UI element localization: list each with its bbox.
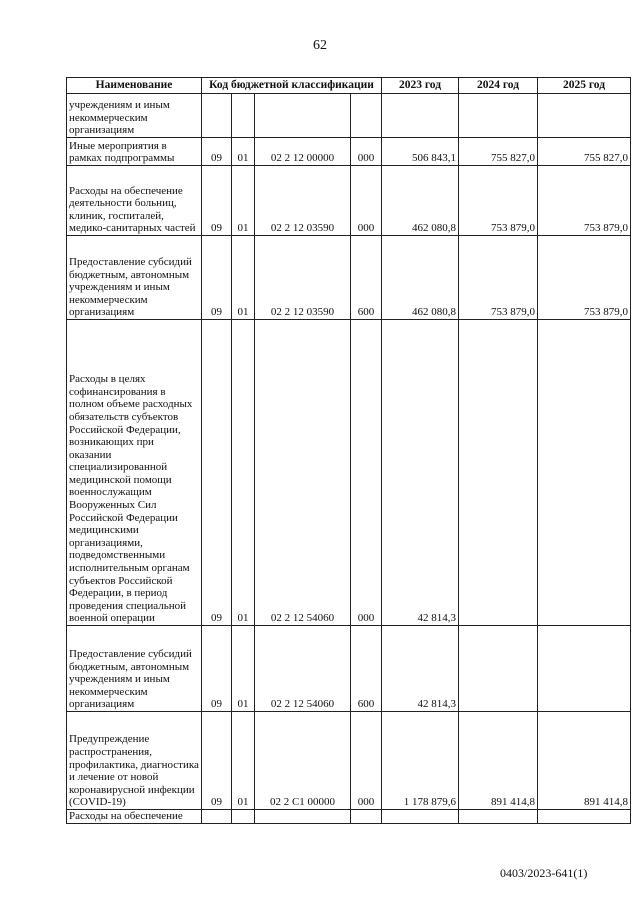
row-name: Расходы на обеспечение: [67, 810, 202, 824]
row-vr: 000: [351, 320, 382, 626]
row-2023: 42 814,3: [382, 626, 459, 712]
row-ved: 09: [202, 138, 232, 166]
row-ved: 09: [202, 236, 232, 320]
header-name: Наименование: [67, 78, 202, 94]
row-rz: [232, 810, 255, 824]
row-vr: 000: [351, 166, 382, 236]
row-rz: 01: [232, 320, 255, 626]
row-vr: [351, 94, 382, 138]
header-2025: 2025 год: [538, 78, 631, 94]
row-2023: [382, 810, 459, 824]
row-2024: 891 414,8: [459, 712, 538, 810]
row-name: Расходы на обеспечение деятельности больниц, клиник, госпиталей, медико-санитарных частей: [67, 166, 202, 236]
row-ved: 09: [202, 626, 232, 712]
row-vr: [351, 810, 382, 824]
row-csr: 02 2 12 03590: [255, 236, 351, 320]
row-name: Иные мероприятия в рамках подпрограммы: [67, 138, 202, 166]
row-2025: 753 879,0: [538, 236, 631, 320]
row-ved: 09: [202, 712, 232, 810]
row-vr: 600: [351, 626, 382, 712]
row-ved: [202, 94, 232, 138]
row-csr: 02 2 12 54060: [255, 320, 351, 626]
table-row: [67, 810, 631, 824]
row-2023: 462 080,8: [382, 236, 459, 320]
row-2024: [459, 320, 538, 626]
row-name: Предупреждение распространения, профилактика, диагностика и лечение от новой коронавирусной инфекции (COVID-19): [67, 712, 202, 810]
row-2024: 755 827,0: [459, 138, 538, 166]
row-csr: 02 2 12 03590: [255, 166, 351, 236]
row-ved: 09: [202, 166, 232, 236]
row-rz: 01: [232, 712, 255, 810]
table-row: [67, 138, 631, 166]
row-vr: 600: [351, 236, 382, 320]
row-csr: 02 2 12 00000: [255, 138, 351, 166]
table-row: [67, 236, 631, 320]
row-csr: [255, 810, 351, 824]
document-code: 0403/2023-641(1): [500, 866, 588, 880]
row-2023: 506 843,1: [382, 138, 459, 166]
row-rz: 01: [232, 166, 255, 236]
row-rz: 01: [232, 138, 255, 166]
row-2024: [459, 810, 538, 824]
table-row: [67, 166, 631, 236]
row-ved: 09: [202, 320, 232, 626]
row-2025: 755 827,0: [538, 138, 631, 166]
row-2025: [538, 320, 631, 626]
row-rz: 01: [232, 236, 255, 320]
row-rz: 01: [232, 626, 255, 712]
row-rz: [232, 94, 255, 138]
row-2024: 753 879,0: [459, 166, 538, 236]
header-2024: 2024 год: [459, 78, 538, 94]
row-2025: [538, 810, 631, 824]
row-2023: 42 814,3: [382, 320, 459, 626]
row-name: учреждениям и иным некоммерческим организациям: [67, 94, 202, 138]
table-header-row: [67, 78, 631, 94]
table-row: [67, 712, 631, 810]
header-2023: 2023 год: [382, 78, 459, 94]
row-2024: 753 879,0: [459, 236, 538, 320]
row-csr: 02 2 12 54060: [255, 626, 351, 712]
row-2023: 1 178 879,6: [382, 712, 459, 810]
row-csr: [255, 94, 351, 138]
row-2024: [459, 626, 538, 712]
budget-table: [66, 77, 631, 824]
page-number: 62: [313, 38, 327, 53]
row-2023: 462 080,8: [382, 166, 459, 236]
row-name: Предоставление субсидий бюджетным, автономным учреждениям и иным некоммерческим организациям: [67, 236, 202, 320]
row-2025: [538, 94, 631, 138]
table-row: [67, 626, 631, 712]
row-vr: 000: [351, 138, 382, 166]
row-2025: 891 414,8: [538, 712, 631, 810]
row-2024: [459, 94, 538, 138]
table-row: [67, 94, 631, 138]
row-2025: [538, 626, 631, 712]
row-2025: 753 879,0: [538, 166, 631, 236]
row-2023: [382, 94, 459, 138]
row-csr: 02 2 C1 00000: [255, 712, 351, 810]
header-code: Код бюджетной классификации: [202, 78, 382, 94]
row-vr: 000: [351, 712, 382, 810]
row-ved: [202, 810, 232, 824]
row-name: Предоставление субсидий бюджетным, автономным учреждениям и иным некоммерческим организациям: [67, 626, 202, 712]
row-name: Расходы в целях софинансирования в полном объеме расходных обязательств субъектов Российской Федерации, возникающих при оказании специализированной медицинской помощи военнослужащим Вооруженных Сил Российской Федерации медицинскими организациями, подведомственными исполнительным органам субъектов Российской Федерации, в период проведения специальной военной операции: [67, 320, 202, 626]
table-row: [67, 320, 631, 626]
